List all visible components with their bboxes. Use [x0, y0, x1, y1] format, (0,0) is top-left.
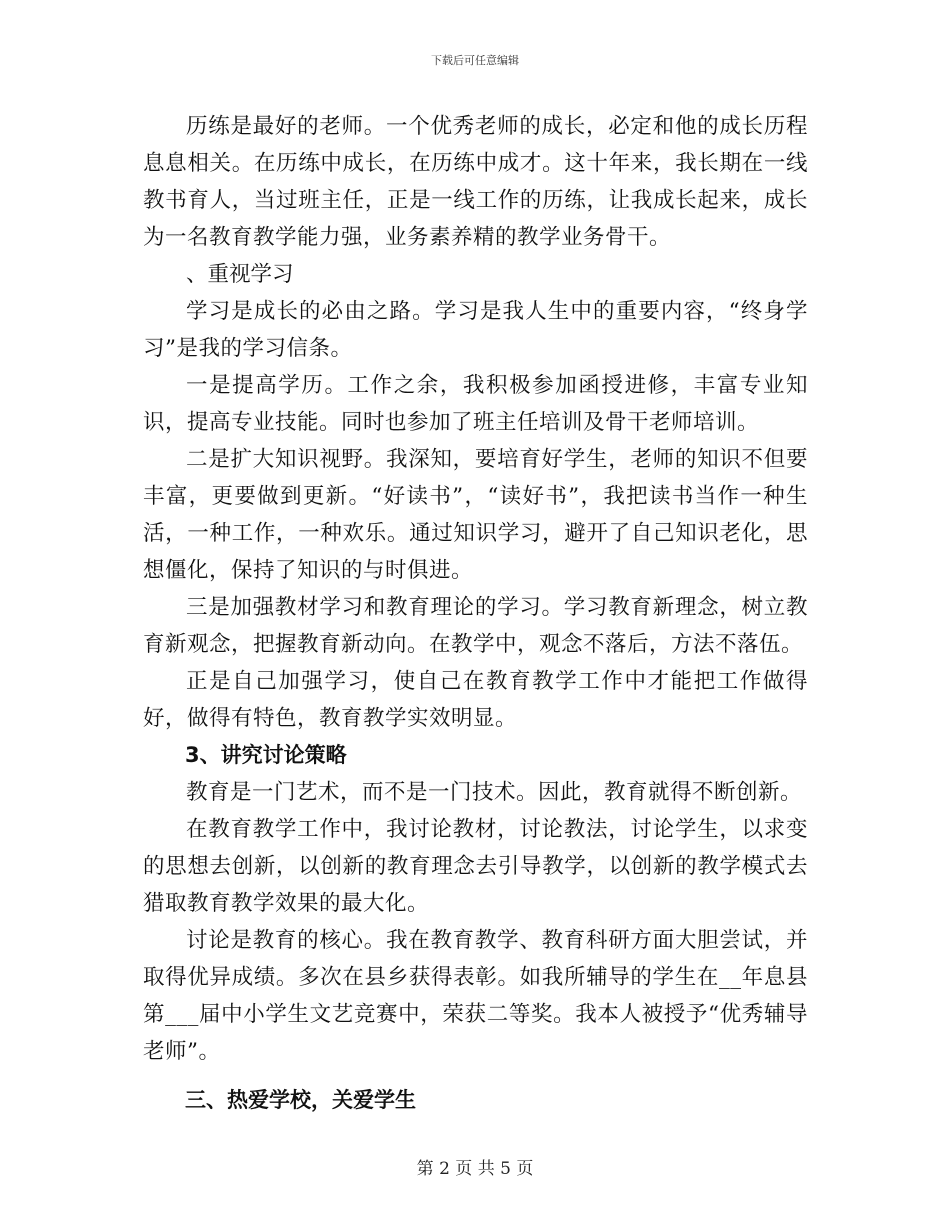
paragraph-theory: 三是加强教材学习和教育理论的学习。学习教育新理念，树立教育新观念，把握教育新动向。在教学中，观念不落后，方法不落伍。 — [143, 595, 808, 657]
paragraph-experience: 历练是最好的老师。一个优秀老师的成长，必定和他的成长历程息息相关。在历练中成长，在历练中成才。这十年来，我长期在一线教书育人，当过班主任，正是一线工作的历练，让我成长起来，成长为一名教育教学能力强，业务素养精的教学业务骨干。 — [143, 114, 808, 250]
section-heading-research: 3、讲究讨论策略 — [185, 743, 347, 767]
section-heading-love-school: 三、热爱学校，关爱学生 — [185, 1088, 416, 1112]
paragraph-education-level: 一是提高学历。工作之余，我积极参加函授进修，丰富专业知识，提高专业技能。同时也参加了班主任培训及骨干老师培训。 — [143, 373, 808, 435]
subheading-value-learning: 、重视学习 — [186, 262, 294, 287]
paragraph-results: 正是自己加强学习，使自己在教育教学工作中才能把工作做得好，做得有特色，教育教学实效明显。 — [143, 669, 808, 731]
paragraph-art: 教育是一门艺术，而不是一门技术。因此，教育就得不断创新。 — [186, 780, 803, 805]
paragraph-learning: 学习是成长的必由之路。学习是我人生中的重要内容，“终身学习”是我的学习信条。 — [143, 299, 808, 361]
paragraph-knowledge: 二是扩大知识视野。我深知，要培育好学生，老师的知识不但要丰富，更要做到更新。“好读书”，“读好书”，我把读书当作一种生活，一种工作，一种欢乐。通过知识学习，避开了自己知识老化，思想僵化，保持了知识的与时俱进。 — [143, 447, 808, 583]
paragraph-innovation: 在教育教学工作中，我讨论教材，讨论教法，讨论学生，以求变的思想去创新，以创新的教育理念去引导教学，以创新的教学模式去猎取教育教学效果的最大化。 — [143, 817, 808, 916]
paragraph-achievements: 讨论是教育的核心。我在教育教学、教育科研方面大胆尝试，并取得优异成绩。多次在县乡获得表彰。如我所辅导的学生在__年息县第___届中小学生文艺竞赛中，荣获二等奖。我本人被授予“优秀辅导老师”。 — [143, 928, 808, 1064]
document-body — [143, 108, 808, 1119]
page-header: 下载后可任意编辑 — [431, 54, 519, 67]
page-footer: 第 2 页 共 5 页 — [416, 1159, 534, 1179]
